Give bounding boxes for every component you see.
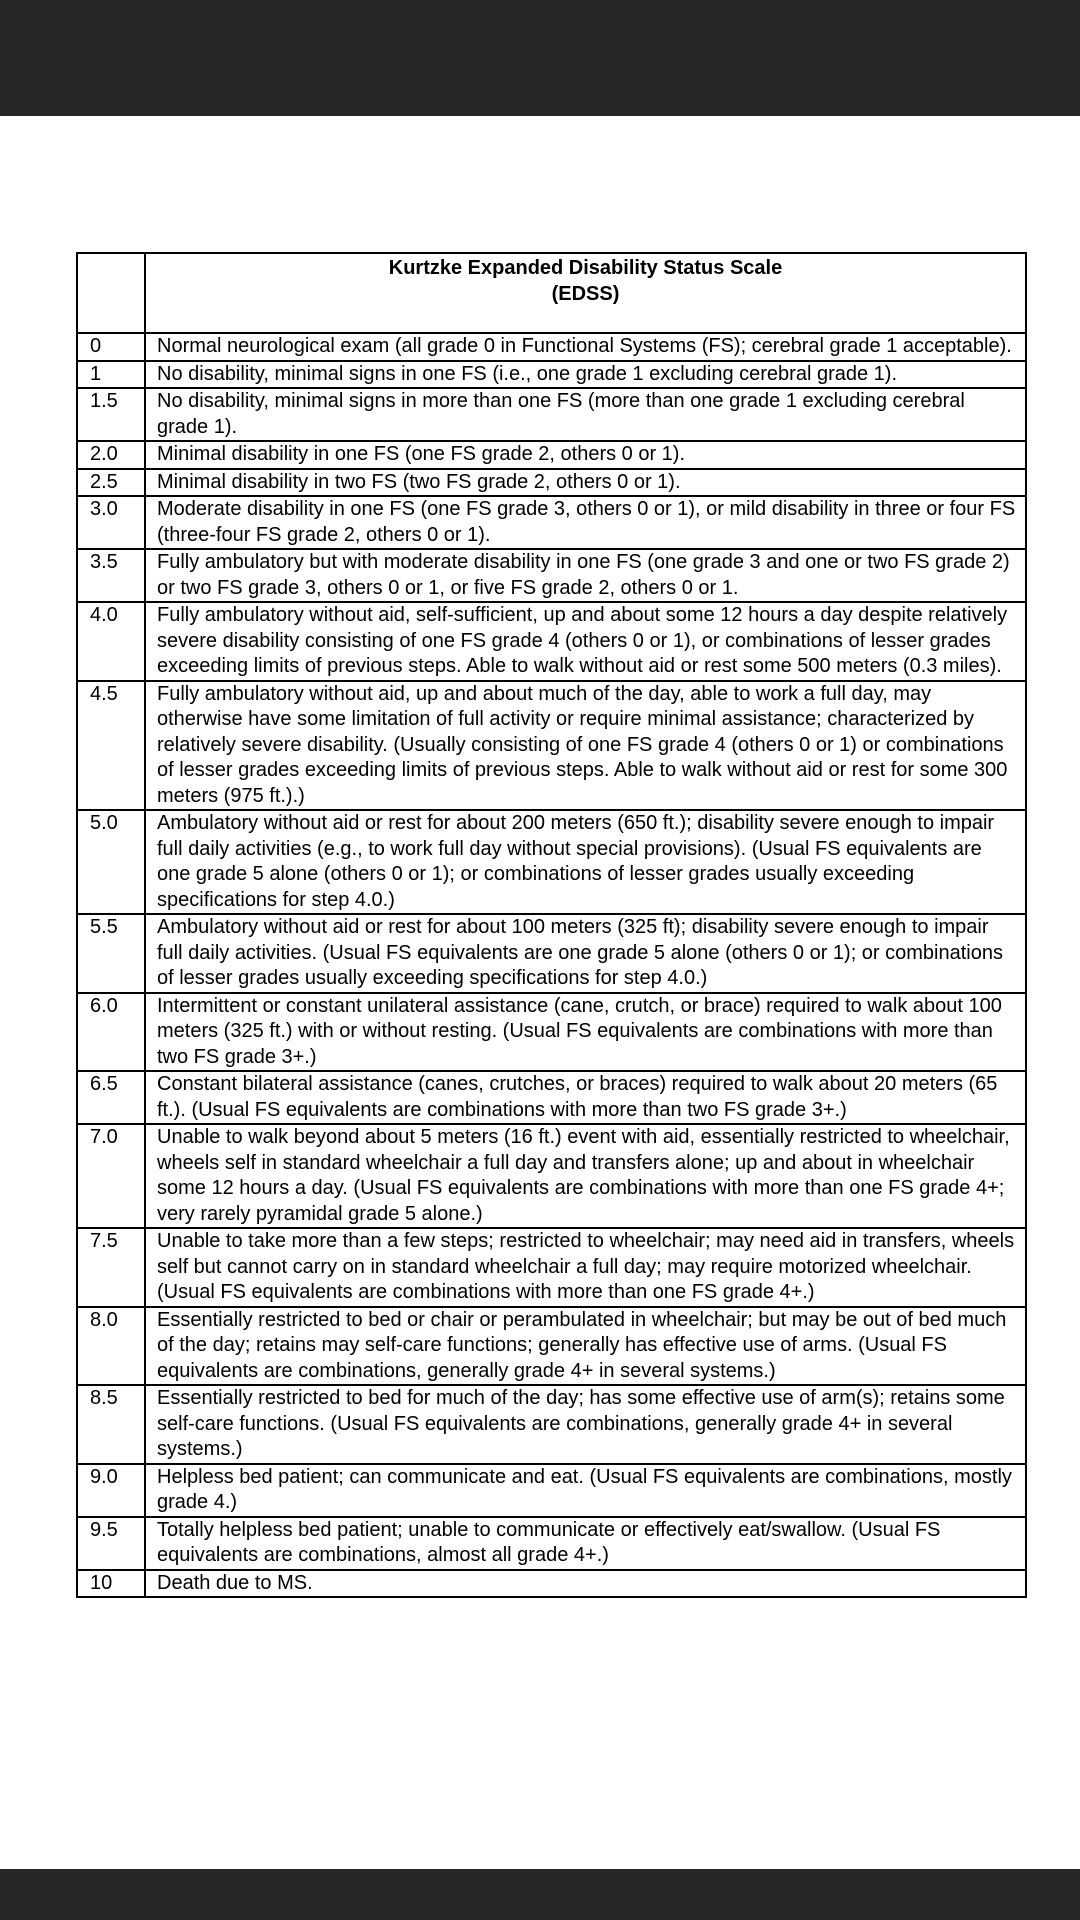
edss-table-body xyxy=(77,253,1026,1597)
table-row xyxy=(77,914,1026,993)
edss-score-cell: 10 xyxy=(77,1570,145,1598)
table-row xyxy=(77,388,1026,441)
table-row xyxy=(77,1517,1026,1570)
table-row xyxy=(77,810,1026,914)
table-row xyxy=(77,681,1026,811)
edss-score-cell: 8.0 xyxy=(77,1307,145,1386)
edss-score-cell: 5.5 xyxy=(77,914,145,993)
table-row xyxy=(77,1464,1026,1517)
table-row xyxy=(77,1570,1026,1598)
edss-score-cell: 0 xyxy=(77,333,145,361)
edss-score-cell: 3.0 xyxy=(77,496,145,549)
edss-score-cell: 4.5 xyxy=(77,681,145,811)
table-row xyxy=(77,1307,1026,1386)
bottom-bar xyxy=(0,1869,1080,1920)
table-title: Kurtzke Expanded Disability Status Scale xyxy=(388,257,783,279)
edss-description-cell: Minimal disability in one FS (one FS grade 2, others 0 or 1). xyxy=(145,441,1026,469)
edss-description-cell: Intermittent or constant unilateral assistance (cane, crutch, or brace) required to walk about 100 meters (325 ft.) with or without resting. (Usual FS equivalents are combinations with more than two FS grade 3+.) xyxy=(145,993,1026,1072)
table-row xyxy=(77,602,1026,681)
edss-description-cell: Moderate disability in one FS (one FS grade 3, others 0 or 1), or mild disability in three or four FS (three-four FS grade 2, others 0 or 1). xyxy=(145,496,1026,549)
edss-score-cell: 4.0 xyxy=(77,602,145,681)
table-row xyxy=(77,549,1026,602)
edss-description-cell: Essentially restricted to bed for much of the day; has some effective use of arm(s); retains some self-care functions. (Usual FS equivalents are combinations, generally grade 4+ in several systems.) xyxy=(145,1385,1026,1464)
edss-score-cell: 6.5 xyxy=(77,1071,145,1124)
header-title-cell xyxy=(145,253,1026,333)
edss-score-cell: 1 xyxy=(77,361,145,389)
edss-description-cell: No disability, minimal signs in more than one FS (more than one grade 1 excluding cerebral grade 1). xyxy=(145,388,1026,441)
edss-score-cell: 9.0 xyxy=(77,1464,145,1517)
edss-description-cell: Helpless bed patient; can communicate and eat. (Usual FS equivalents are combinations, mostly grade 4.) xyxy=(145,1464,1026,1517)
table-row xyxy=(77,361,1026,389)
edss-score-cell: 7.5 xyxy=(77,1228,145,1307)
header-empty-cell xyxy=(77,253,145,333)
edss-description-cell: Totally helpless bed patient; unable to communicate or effectively eat/swallow. (Usual FS equivalents are combinations, almost all grade 4+.) xyxy=(145,1517,1026,1570)
edss-description-cell: Death due to MS. xyxy=(145,1570,1026,1598)
top-bar xyxy=(0,0,1080,116)
edss-score-cell: 6.0 xyxy=(77,993,145,1072)
edss-description-cell: Fully ambulatory but with moderate disability in one FS (one grade 3 and one or two FS grade 2) or two FS grade 3, others 0 or 1, or five FS grade 2, others 0 or 1. xyxy=(145,549,1026,602)
edss-description-cell: Unable to walk beyond about 5 meters (16 ft.) event with aid, essentially restricted to wheelchair, wheels self in standard wheelchair a full day and transfers alone; up and about in wheelchair some 12 hours a day. (Usual FS equivalents are combinations with more than one FS grade 4+; very rarely pyramidal grade 5 alone.) xyxy=(145,1124,1026,1228)
edss-description-cell: Fully ambulatory without aid, up and about much of the day, able to work a full day, may otherwise have some limitation of full activity or require minimal assistance; characterized by relatively severe disability. (Usually consisting of one FS grade 4 (others 0 or 1) or combinations of lesser grades exceeding limits of previous steps. Able to walk without aid or rest for some 300 meters (975 ft.).) xyxy=(145,681,1026,811)
edss-description-cell: Minimal disability in two FS (two FS grade 2, others 0 or 1). xyxy=(145,469,1026,497)
edss-description-cell: No disability, minimal signs in one FS (i.e., one grade 1 excluding cerebral grade 1). xyxy=(145,361,1026,389)
edss-description-cell: Ambulatory without aid or rest for about 200 meters (650 ft.); disability severe enough to impair full daily activities (e.g., to work full day without special provisions). (Usual FS equivalents are one grade 5 alone (others 0 or 1); or combinations of lesser grades usually exceeding specifications for step 4.0.) xyxy=(145,810,1026,914)
edss-score-cell: 2.5 xyxy=(77,469,145,497)
table-row xyxy=(77,993,1026,1072)
edss-score-cell: 3.5 xyxy=(77,549,145,602)
table-header-row xyxy=(77,253,1026,333)
edss-score-cell: 2.0 xyxy=(77,441,145,469)
edss-description-cell: Unable to take more than a few steps; restricted to wheelchair; may need aid in transfers, wheels self but cannot carry on in standard wheelchair a full day; may require motorized wheelchair. (Usual FS equivalents are combinations with more than one FS grade 4+.) xyxy=(145,1228,1026,1307)
table-row xyxy=(77,1385,1026,1464)
table-row xyxy=(77,333,1026,361)
table-row xyxy=(77,1124,1026,1228)
edss-score-cell: 1.5 xyxy=(77,388,145,441)
table-row xyxy=(77,1071,1026,1124)
edss-score-cell: 5.0 xyxy=(77,810,145,914)
edss-description-cell: Essentially restricted to bed or chair or perambulated in wheelchair; but may be out of bed much of the day; retains may self-care functions; generally has effective use of arms. (Usual FS equivalents are combinations, generally grade 4+ in several systems.) xyxy=(145,1307,1026,1386)
table-subtitle: (EDSS) xyxy=(551,282,620,305)
edss-description-cell: Normal neurological exam (all grade 0 in Functional Systems (FS); cerebral grade 1 acceptable). xyxy=(145,333,1026,361)
edss-score-cell: 7.0 xyxy=(77,1124,145,1228)
edss-description-cell: Ambulatory without aid or rest for about 100 meters (325 ft); disability severe enough to impair full daily activities. (Usual FS equivalents are one grade 5 alone (others 0 or 1); or combinations of lesser grades usually exceeding specifications for step 4.0.) xyxy=(145,914,1026,993)
table-row xyxy=(77,496,1026,549)
table-row xyxy=(77,1228,1026,1307)
edss-description-cell: Fully ambulatory without aid, self-sufficient, up and about some 12 hours a day despite relatively severe disability consisting of one FS grade 4 (others 0 or 1), or combinations of lesser grades exceeding limits of previous steps. Able to walk without aid or rest some 500 meters (0.3 miles). xyxy=(145,602,1026,681)
edss-table xyxy=(76,252,1027,1598)
table-row xyxy=(77,441,1026,469)
table-row xyxy=(77,469,1026,497)
edss-score-cell: 8.5 xyxy=(77,1385,145,1464)
edss-description-cell: Constant bilateral assistance (canes, crutches, or braces) required to walk about 20 meters (65 ft.). (Usual FS equivalents are combinations with more than two FS grade 3+.) xyxy=(145,1071,1026,1124)
edss-score-cell: 9.5 xyxy=(77,1517,145,1570)
